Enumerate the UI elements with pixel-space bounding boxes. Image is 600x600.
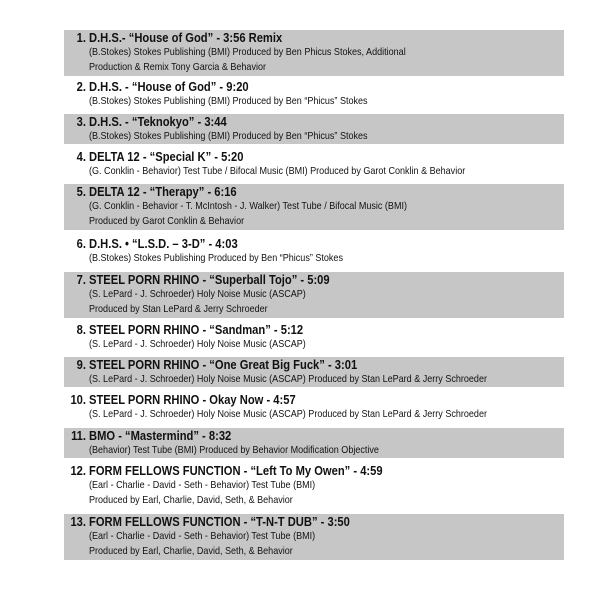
track-number: 3. [76, 114, 86, 129]
track-number: 10. [70, 392, 86, 407]
track-9 [64, 357, 564, 387]
track-number: 2. [76, 79, 86, 94]
track-11 [64, 428, 564, 458]
track-title: D.H.S. • “L.S.D. – 3-D” - 4:03 [89, 236, 238, 251]
track-title: FORM FELLOWS FUNCTION - “T-N-T DUB” - 3:50 [89, 514, 350, 529]
track-credit: Produced by Garot Conklin & Behavior [89, 215, 245, 228]
track-title: D.H.S. - “Teknokyo” - 3:44 [89, 114, 227, 129]
track-title: STEEL PORN RHINO - “Sandman” - 5:12 [89, 322, 304, 337]
track-10 [64, 392, 564, 422]
track-credit: (S. LePard - J. Schroeder) Holy Noise Music (ASCAP) Produced by Stan LePard & Jerry Schroeder [89, 373, 487, 386]
track-6 [64, 236, 564, 266]
track-number: 8. [76, 322, 86, 337]
track-credit: (S. LePard - J. Schroeder) Holy Noise Music (ASCAP) [89, 288, 306, 301]
track-1 [64, 30, 564, 76]
track-number: 11. [71, 428, 86, 443]
track-number: 6. [76, 236, 86, 251]
track-5 [64, 184, 564, 230]
track-12 [64, 463, 564, 509]
track-number: 4. [76, 149, 86, 164]
track-title: FORM FELLOWS FUNCTION - “Left To My Owen” - 4:59 [89, 463, 383, 478]
track-4 [64, 149, 564, 179]
track-8 [64, 322, 564, 352]
track-title: DELTA 12 - “Therapy” - 6:16 [89, 184, 237, 199]
track-number: 1. [76, 30, 86, 45]
track-title: D.H.S.- “House of God” - 3:56 Remix [89, 30, 283, 45]
track-credit: (B.Stokes) Stokes Publishing (BMI) Produced by Ben “Phicus” Stokes [89, 95, 368, 108]
track-title: STEEL PORN RHINO - “One Great Big Fuck” - 3:01 [89, 357, 358, 372]
track-number: 7. [76, 272, 86, 287]
track-credit: (Earl - Charlie - David - Seth - Behavior) Test Tube (BMI) [89, 479, 316, 492]
track-number: 9. [76, 357, 86, 372]
track-credit: Produced by Earl, Charlie, David, Seth, & Behavior [89, 494, 293, 507]
track-3 [64, 114, 564, 144]
track-2 [64, 79, 564, 109]
track-number: 5. [76, 184, 86, 199]
track-credit: (Behavior) Test Tube (BMI) Produced by Behavior Modification Objective [89, 444, 379, 457]
track-title: D.H.S. - “House of God” - 9:20 [89, 79, 249, 94]
track-title: STEEL PORN RHINO - “Superball Tojo” - 5:09 [89, 272, 330, 287]
track-number: 12. [70, 463, 86, 478]
track-credit: Production & Remix Tony Garcia & Behavior [89, 61, 267, 74]
track-credit: Produced by Stan LePard & Jerry Schroeder [89, 303, 268, 316]
track-credit: (B.Stokes) Stokes Publishing Produced by Ben “Phicus” Stokes [89, 252, 343, 265]
track-credit: (G. Conklin - Behavior - T. McIntosh - J. Walker) Test Tube / Bifocal Music (BMI) [89, 200, 407, 213]
track-credit: (Earl - Charlie - David - Seth - Behavior) Test Tube (BMI) [89, 530, 316, 543]
track-credit: Produced by Earl, Charlie, David, Seth, & Behavior [89, 545, 293, 558]
track-credit: (S. LePard - J. Schroeder) Holy Noise Music (ASCAP) [89, 338, 306, 351]
track-title: DELTA 12 - “Special K” - 5:20 [89, 149, 244, 164]
track-credit: (S. LePard - J. Schroeder) Holy Noise Music (ASCAP) Produced by Stan LePard & Jerry Schroeder [89, 408, 487, 421]
track-7 [64, 272, 564, 318]
track-number: 13. [70, 514, 86, 529]
track-credit: (G. Conklin - Behavior) Test Tube / Bifocal Music (BMI) Produced by Garot Conklin & Behavior [89, 165, 466, 178]
track-title: BMO - “Mastermind” - 8:32 [89, 428, 232, 443]
track-title: STEEL PORN RHINO - Okay Now - 4:57 [89, 392, 296, 407]
track-13 [64, 514, 564, 560]
track-credit: (B.Stokes) Stokes Publishing (BMI) Produced by Ben Phicus Stokes, Additional [89, 46, 406, 59]
track-credit: (B.Stokes) Stokes Publishing (BMI) Produced by Ben “Phicus” Stokes [89, 130, 368, 143]
